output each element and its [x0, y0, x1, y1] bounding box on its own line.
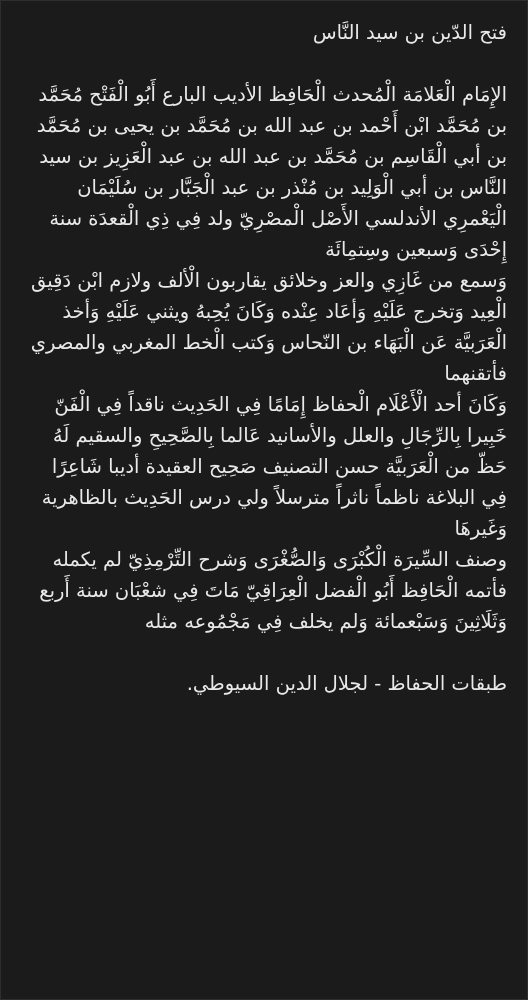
source-citation: طبقات الحفاظ - لجلال الدين السيوطي. — [186, 672, 507, 695]
blank-line — [21, 637, 507, 668]
paragraph-scholarship: وَكَانَ أحد الْأَعْلَام الْحفاظ إِمَامًا فِي الحَدِيث ناقداً فِي الْفَنّ خَبِيرا بِالرِّجَالِ والعلل والأسانيد عَالما بِالصَّحِيحِ والسقيم لَهُ حَظّ من الْعَرَبيَّة حسن التصنيف صَحِيح العقيدة أديبا شَاعِرًا فِي البلاغة ناظماً ناثراً مترسلاً ولي درس الحَدِيث بالظاهرية وَغَيرهَا — [41, 393, 507, 540]
post-title: فتح الدّين بن سيد النَّاس — [312, 21, 507, 44]
paragraph-biography: الإِمَام الْعَلامَة الْمُحدث الْحَافِظ الأديب البارع أَبُو الْفَتْح مُحَمَّد بن مُحَمَّد ابْن أَحْمد بن عبد الله بن مُحَمَّد بن يحيى بن مُحَمَّد بن أبي الْقَاسِم بن مُحَمَّد بن عبد الله بن عبد الْعَزِيز بن سيد النَّاس بن أبي الْوَلِيد بن مُنْذر بن عبد الْجَبَّار بن سُلَيْمَان الْيَعْمرِي الأندلسي الأَصْل الْمصْرِيّ ولد فِي ذِي الْقعدَة سنة إِحْدَى وَسبعين وسِتمِائَة — [36, 83, 507, 261]
post-text — [21, 17, 507, 699]
paragraph-teachers: وَسمع من غَازِي والعز وخلائق يقاربون الْألف ولازم ابْن دَقِيق الْعِيد وَتخرج عَلَيْهِ وَأعَاد عِنْده وَكَانَ يُحِبهُ ويثني عَلَيْهِ وَأخذ الْعَرَبيَّة عَن الْبَهَاء بن النّحاس وَكتب الْخط المغربي والمصري فأتقنهما — [30, 269, 507, 385]
blank-line — [21, 48, 507, 79]
paragraph-works-death: وصنف السِّيرَة الْكُبْرَى وَالصُّغْرَى وَشرح التِّرْمِذِيّ لم يكمله فأتمه الْحَافِظ أَبُو الْفضل الْعِرَاقِيّ مَاتَ فِي شعْبَان سنة أَربع وَثَلَاثِينَ وَسَبْعمائة وَلم يخلف فِي مَجْمُوعه مثله — [39, 548, 507, 633]
